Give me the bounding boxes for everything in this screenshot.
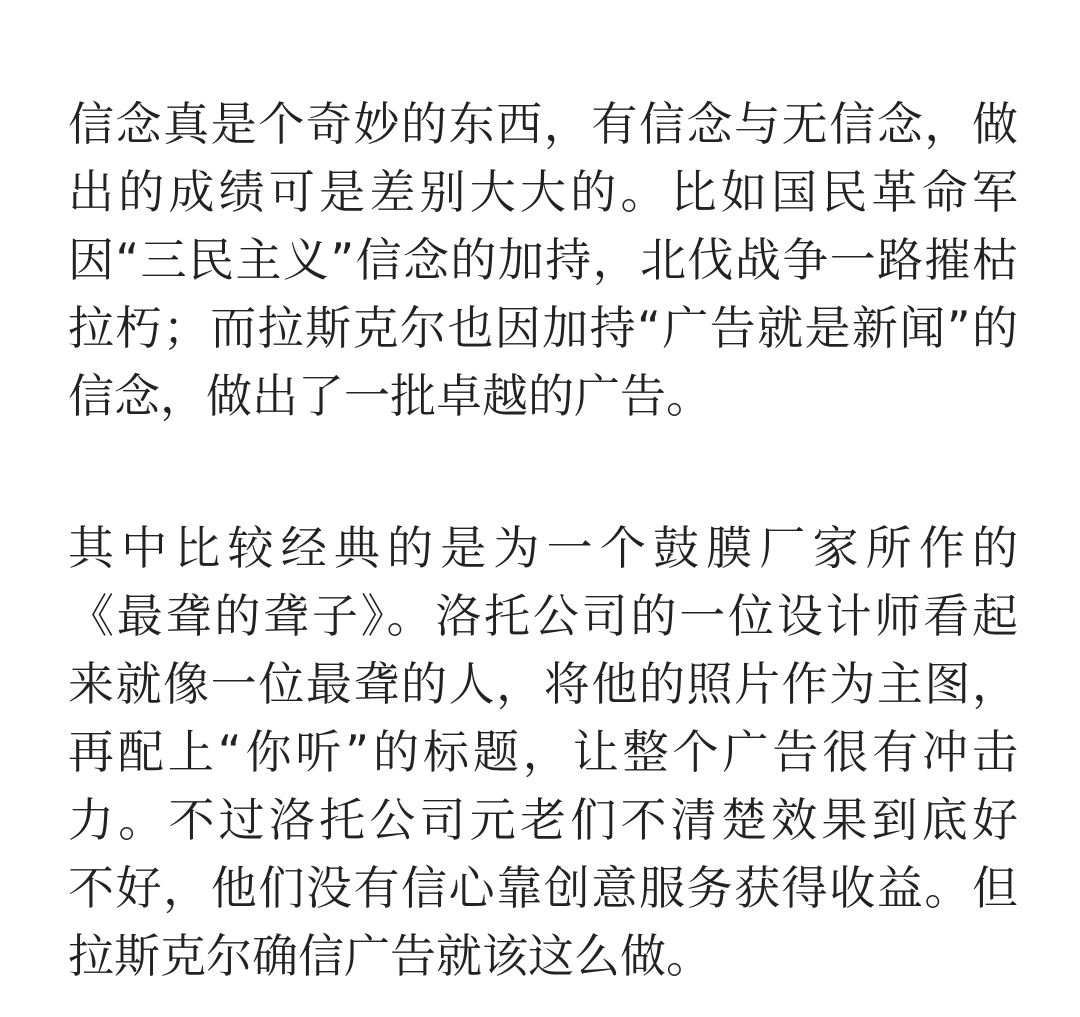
- text-line: 因“三民主义”信念的加持，北伐战争一路摧枯: [68, 233, 1018, 287]
- paragraph-2: [68, 514, 1018, 990]
- article-body: [68, 90, 1018, 990]
- text-line: 来就像一位最聋的人，将他的照片作为主图，: [68, 657, 1018, 711]
- text-line: 拉朽；而拉斯克尔也因加持“广告就是新闻”的: [68, 301, 1018, 355]
- text-line: 出的成绩可是差别大大的。比如国民革命军: [68, 165, 1018, 219]
- text-line: 信念，做出了一批卓越的广告。: [68, 369, 712, 423]
- text-line: 再配上“你听”的标题，让整个广告很有冲击: [68, 725, 1018, 779]
- text-line: 《最聋的聋子》。洛托公司的一位设计师看起: [68, 589, 1018, 643]
- text-line: 不好，他们没有信心靠创意服务获得收益。但: [68, 861, 1018, 915]
- paragraph-1: [68, 90, 1018, 430]
- text-line: 拉斯克尔确信广告就该这么做。: [68, 929, 712, 983]
- text-line: 其中比较经典的是为一个鼓膜厂家所作的: [68, 521, 1018, 575]
- text-line: 力。不过洛托公司元老们不清楚效果到底好: [68, 793, 1018, 847]
- text-line: 信念真是个奇妙的东西，有信念与无信念，做: [68, 97, 1018, 151]
- paragraph-spacer: [68, 430, 1018, 514]
